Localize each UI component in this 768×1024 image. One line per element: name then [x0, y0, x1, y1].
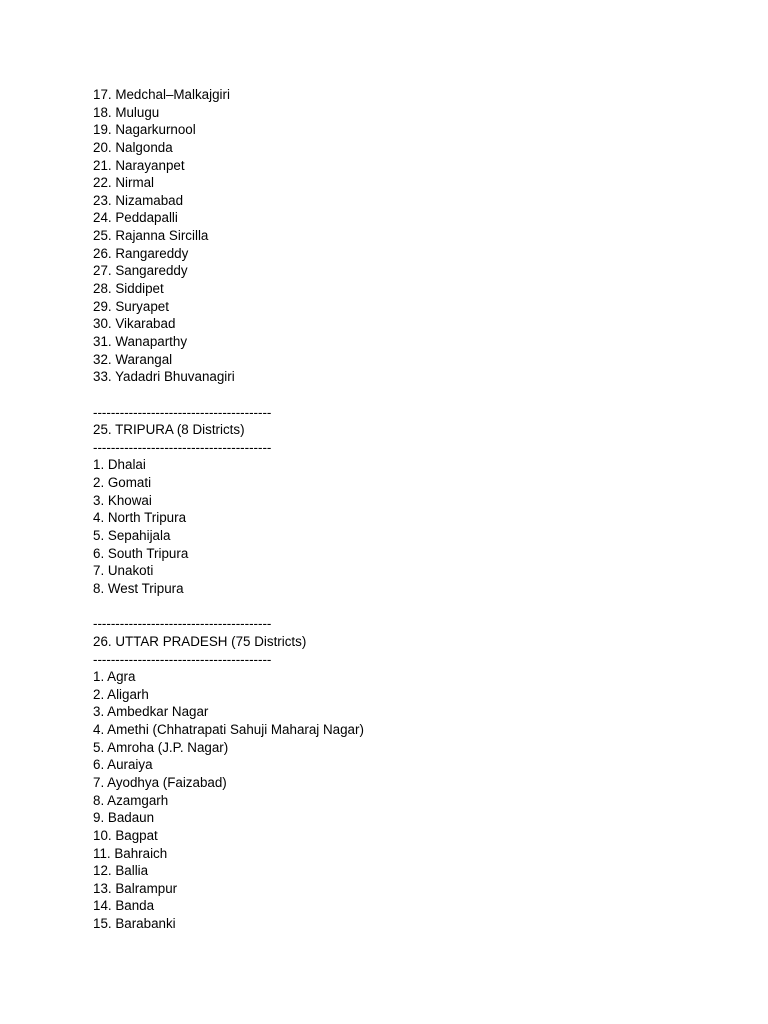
list-item: 19. Nagarkurnool	[93, 122, 196, 138]
list-item: 1. Dhalai	[93, 457, 146, 473]
list-item: 25. Rajanna Sircilla	[93, 228, 209, 244]
list-item: 31. Wanaparthy	[93, 333, 188, 349]
list-item: 11. Bahraich	[93, 845, 168, 861]
list-item: 5. Amroha (J.P. Nagar)	[93, 739, 229, 755]
list-item: 4. North Tripura	[93, 510, 187, 526]
list-item: 32. Warangal	[93, 351, 173, 367]
list-item: 3. Ambedkar Nagar	[93, 704, 209, 720]
list-item: 9. Badaun	[93, 810, 155, 826]
section-heading: 26. UTTAR PRADESH (75 Districts)	[93, 633, 307, 649]
list-item: 8. West Tripura	[93, 580, 184, 596]
list-item: 7. Unakoti	[93, 563, 154, 579]
list-item: 12. Ballia	[93, 863, 149, 879]
list-item: 2. Aligarh	[93, 686, 149, 702]
list-item: 14. Banda	[93, 898, 155, 914]
list-item: 8. Azamgarh	[93, 792, 169, 808]
section-divider-bottom: ----------------------------------------	[93, 439, 272, 455]
section-divider-top: ----------------------------------------	[93, 404, 272, 420]
list-item: 28. Siddipet	[93, 281, 164, 297]
tripura-section	[93, 404, 693, 598]
list-item: 29. Suryapet	[93, 298, 169, 314]
document-page	[93, 86, 693, 933]
list-item: 4. Amethi (Chhatrapati Sahuji Maharaj Nagar)	[93, 722, 364, 738]
list-item: 21. Narayanpet	[93, 157, 185, 173]
list-item: 6. Auraiya	[93, 757, 153, 773]
list-item: 26. Rangareddy	[93, 245, 189, 261]
list-item: 13. Balrampur	[93, 880, 178, 896]
blank-line	[93, 386, 693, 404]
section-divider-bottom: ----------------------------------------	[93, 651, 272, 667]
list-item: 6. South Tripura	[93, 545, 189, 561]
list-item: 18. Mulugu	[93, 104, 160, 120]
list-item: 27. Sangareddy	[93, 263, 188, 279]
list-item: 2. Gomati	[93, 475, 152, 491]
section-divider-top: ----------------------------------------	[93, 616, 272, 632]
list-item: 7. Ayodhya (Faizabad)	[93, 774, 227, 790]
blank-line	[93, 598, 693, 616]
list-item: 22. Nirmal	[93, 175, 155, 191]
list-item: 10. Bagpat	[93, 827, 158, 843]
list-item: 20. Nalgonda	[93, 139, 173, 155]
list-item: 5. Sepahijala	[93, 528, 171, 544]
list-item: 17. Medchal–Malkajgiri	[93, 87, 230, 102]
list-item: 30. Vikarabad	[93, 316, 176, 332]
telangana-district-list	[93, 86, 693, 386]
uttar-pradesh-section	[93, 615, 693, 933]
section-heading: 25. TRIPURA (8 Districts)	[93, 422, 245, 438]
list-item: 23. Nizamabad	[93, 192, 184, 208]
list-item: 3. Khowai	[93, 492, 152, 508]
list-item: 24. Peddapalli	[93, 210, 178, 226]
list-item: 33. Yadadri Bhuvanagiri	[93, 369, 235, 385]
list-item: 15. Barabanki	[93, 916, 176, 932]
list-item: 1. Agra	[93, 669, 136, 685]
